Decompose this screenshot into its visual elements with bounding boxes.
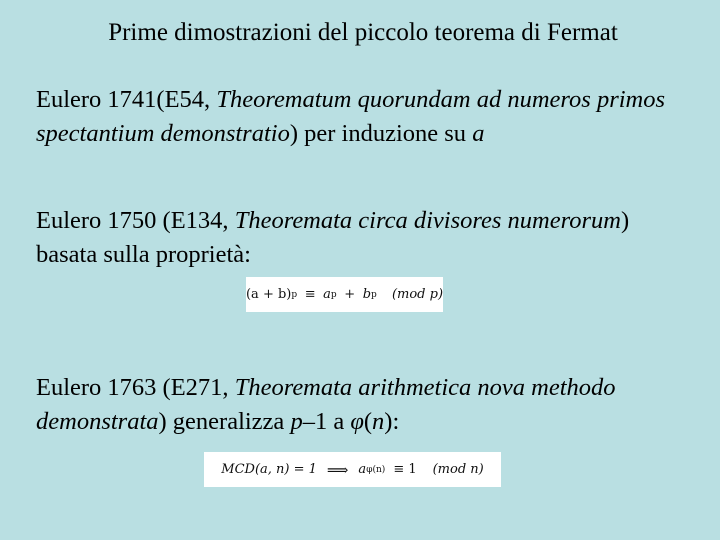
- work-title: Theoremata circa divisores numerorum: [234, 207, 621, 234]
- text-suffix: ) basata sulla proprietà:: [36, 207, 630, 268]
- variable: a: [472, 120, 485, 147]
- text-suffix: ) per induzione su: [289, 120, 473, 147]
- work-title: Theoremata arithmetica nova methodo demonstrata: [36, 374, 616, 435]
- variable-p: p: [290, 408, 303, 435]
- formula-lhs: (a + b): [245, 287, 292, 302]
- formula-exponent: p: [330, 289, 337, 300]
- text-prefix: Eulero 1763 (E271,: [36, 374, 235, 401]
- formula-mod: (mod n): [432, 462, 484, 477]
- formula-exponent: p: [371, 289, 377, 300]
- text-prefix: Eulero 1750 (E134,: [36, 207, 235, 234]
- slide-title: Prime dimostrazioni del piccolo teorema di Fermat: [108, 19, 618, 46]
- formula-lhs: MCD(a, n) = 1: [221, 462, 317, 477]
- text-rparen: ):: [384, 408, 400, 435]
- implies-arrow: ⟹: [326, 460, 349, 479]
- formula-exponent: p: [291, 289, 298, 300]
- text-minus-one: –1 a: [302, 408, 351, 435]
- variable-n: n: [372, 408, 385, 435]
- formula-a: a: [323, 287, 331, 302]
- text-suffix: ) generalizza: [158, 408, 291, 435]
- formula-euler-theorem: [204, 452, 501, 487]
- formula-mod: (mod p): [391, 287, 444, 302]
- formula-rhs: ≡ 1: [393, 462, 417, 477]
- text-lparen: (: [363, 408, 373, 435]
- formula-binomial-mod-p: [246, 277, 443, 312]
- formula-plus: +: [344, 287, 356, 302]
- formula-b: b: [362, 287, 372, 302]
- paragraph-euler-1763: [36, 371, 696, 439]
- formula-exponent: φ(n): [366, 464, 386, 475]
- paragraph-euler-1741: [36, 83, 696, 151]
- work-title: Theorematum quorundam ad numeros primos spectantium demonstratio: [36, 86, 666, 147]
- variable-phi: φ: [350, 408, 364, 435]
- text-prefix: Eulero 1741(E54,: [36, 86, 217, 113]
- paragraph-euler-1750: [36, 204, 696, 272]
- formula-a: a: [358, 462, 367, 477]
- formula-equiv: ≡: [304, 287, 316, 302]
